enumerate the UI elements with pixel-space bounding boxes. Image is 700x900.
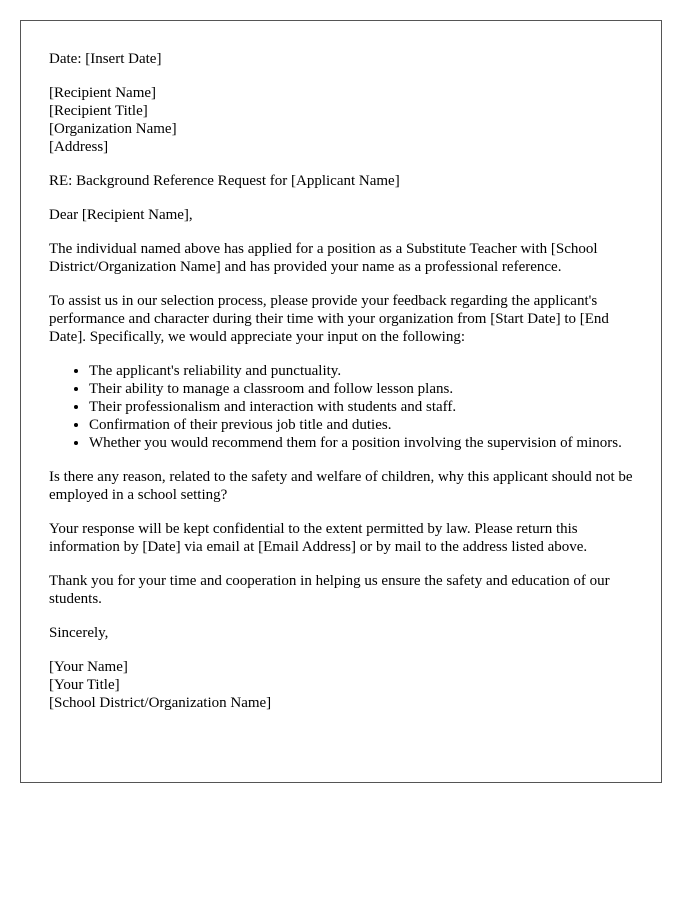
list-item: • The applicant's reliability and punctuality.	[89, 362, 633, 380]
signature-name: [Your Name]	[49, 659, 128, 675]
list-item: • Their ability to manage a classroom and follow lesson plans.	[89, 380, 633, 398]
recipient-title: [Recipient Title]	[49, 103, 148, 119]
safety-question-paragraph: Is there any reason, related to the safety and welfare of children, why this applicant should not be employed in a school setting?	[49, 469, 633, 503]
feedback-topics-list	[49, 362, 633, 452]
request-paragraph: To assist us in our selection process, please provide your feedback regarding the applicant's performance and character during their time with your organization from [Start Date] to [End Date]. Specifically, we would appreciate your input on the following:	[49, 293, 609, 345]
letter-document	[20, 20, 662, 783]
thanks-paragraph: Thank you for your time and cooperation in helping us ensure the safety and education of our students.	[49, 573, 610, 607]
recipient-address: [Address]	[49, 139, 109, 155]
list-item: • Their professionalism and interaction with students and staff.	[89, 398, 633, 416]
signature-block	[49, 658, 633, 712]
signature-title: [Your Title]	[49, 677, 120, 693]
closing: Sincerely,	[49, 625, 109, 641]
list-item: • Whether you would recommend them for a position involving the supervision of minors.	[89, 434, 633, 452]
signature-organization: [School District/Organization Name]	[49, 695, 272, 711]
date-line: Date: [Insert Date]	[49, 51, 162, 67]
list-item: • Confirmation of their previous job title and duties.	[89, 416, 633, 434]
recipient-address-block	[49, 84, 633, 156]
recipient-name: [Recipient Name]	[49, 85, 157, 101]
subject-line: RE: Background Reference Request for [Applicant Name]	[49, 173, 400, 189]
intro-paragraph: The individual named above has applied for a position as a Substitute Teacher with [School District/Organization Name] and has provided your name as a professional reference.	[49, 241, 598, 275]
recipient-organization: [Organization Name]	[49, 121, 177, 137]
confidentiality-paragraph: Your response will be kept confidential to the extent permitted by law. Please return this information by [Date] via email at [Email Address] or by mail to the address listed above.	[49, 521, 588, 555]
salutation: Dear [Recipient Name],	[49, 207, 193, 223]
